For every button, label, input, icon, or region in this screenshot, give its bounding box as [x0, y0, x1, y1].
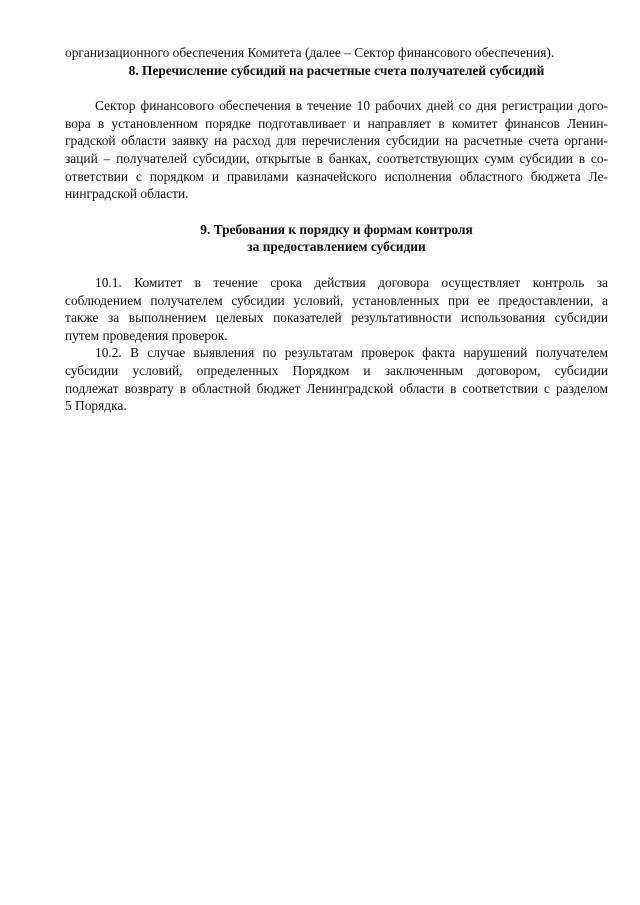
paragraph-line: 10.2. В случае выявления по результатам проверок факта нарушений получателем	[95, 345, 608, 361]
paragraph-line: также за выполнением целевых показателей результативности использования субсидии	[65, 310, 608, 326]
spacer	[65, 256, 608, 274]
paragraph-line: ответствии с порядком и правилами казначейского исполнения областного бюджета Ле-	[65, 168, 608, 184]
section-8-paragraph	[65, 97, 608, 203]
paragraph-line: нинградской области.	[65, 186, 189, 202]
section-9-heading-line-2: за предоставлением субсидии	[247, 239, 426, 255]
paragraph-line: Сектор финансового обеспечения в течение 10 рабочих дней со дня регистрации дого-	[95, 98, 608, 114]
section-8-heading: 8. Перечисление субсидий на расчетные счета получателей субсидий	[128, 62, 545, 78]
paragraph-10-1	[65, 274, 608, 344]
paragraph-line: путем проведения проверок.	[65, 327, 228, 343]
paragraph-line: 5 Порядка.	[65, 398, 127, 414]
continuation-line: организационного обеспечения Комитета (далее – Сектор финансового обеспечения).	[65, 45, 555, 60]
document-page	[65, 44, 608, 415]
paragraph-line: субсидии условий, определенных Порядком и заключенным договором, субсидии	[65, 362, 608, 378]
spacer	[65, 79, 608, 97]
paragraph-line: заций – получателей субсидии, открытые в банках, соответствующих сумм субсидии в со-	[65, 150, 608, 166]
paragraph-line: подлежат возврату в областной бюджет Ленинградской области в соответствии с разделом	[65, 380, 608, 396]
paragraph-line: градской области заявку на расход для перечисления субсидии на расчетные счета органи-	[65, 133, 608, 149]
paragraph-line: 10.1. Комитет в течение срока действия договора осуществляет контроль за	[95, 274, 608, 290]
section-9-heading-line-1: 9. Требования к порядку и формам контроля	[200, 221, 473, 237]
paragraph-line: вора в установленном порядке подготавливает и направляет в комитет финансов Ленин-	[65, 115, 608, 131]
paragraph-10-2	[65, 344, 608, 414]
spacer	[65, 203, 608, 221]
paragraph-line: соблюдением получателем субсидии условий, установленных при ее предоставлении, а	[65, 292, 608, 308]
